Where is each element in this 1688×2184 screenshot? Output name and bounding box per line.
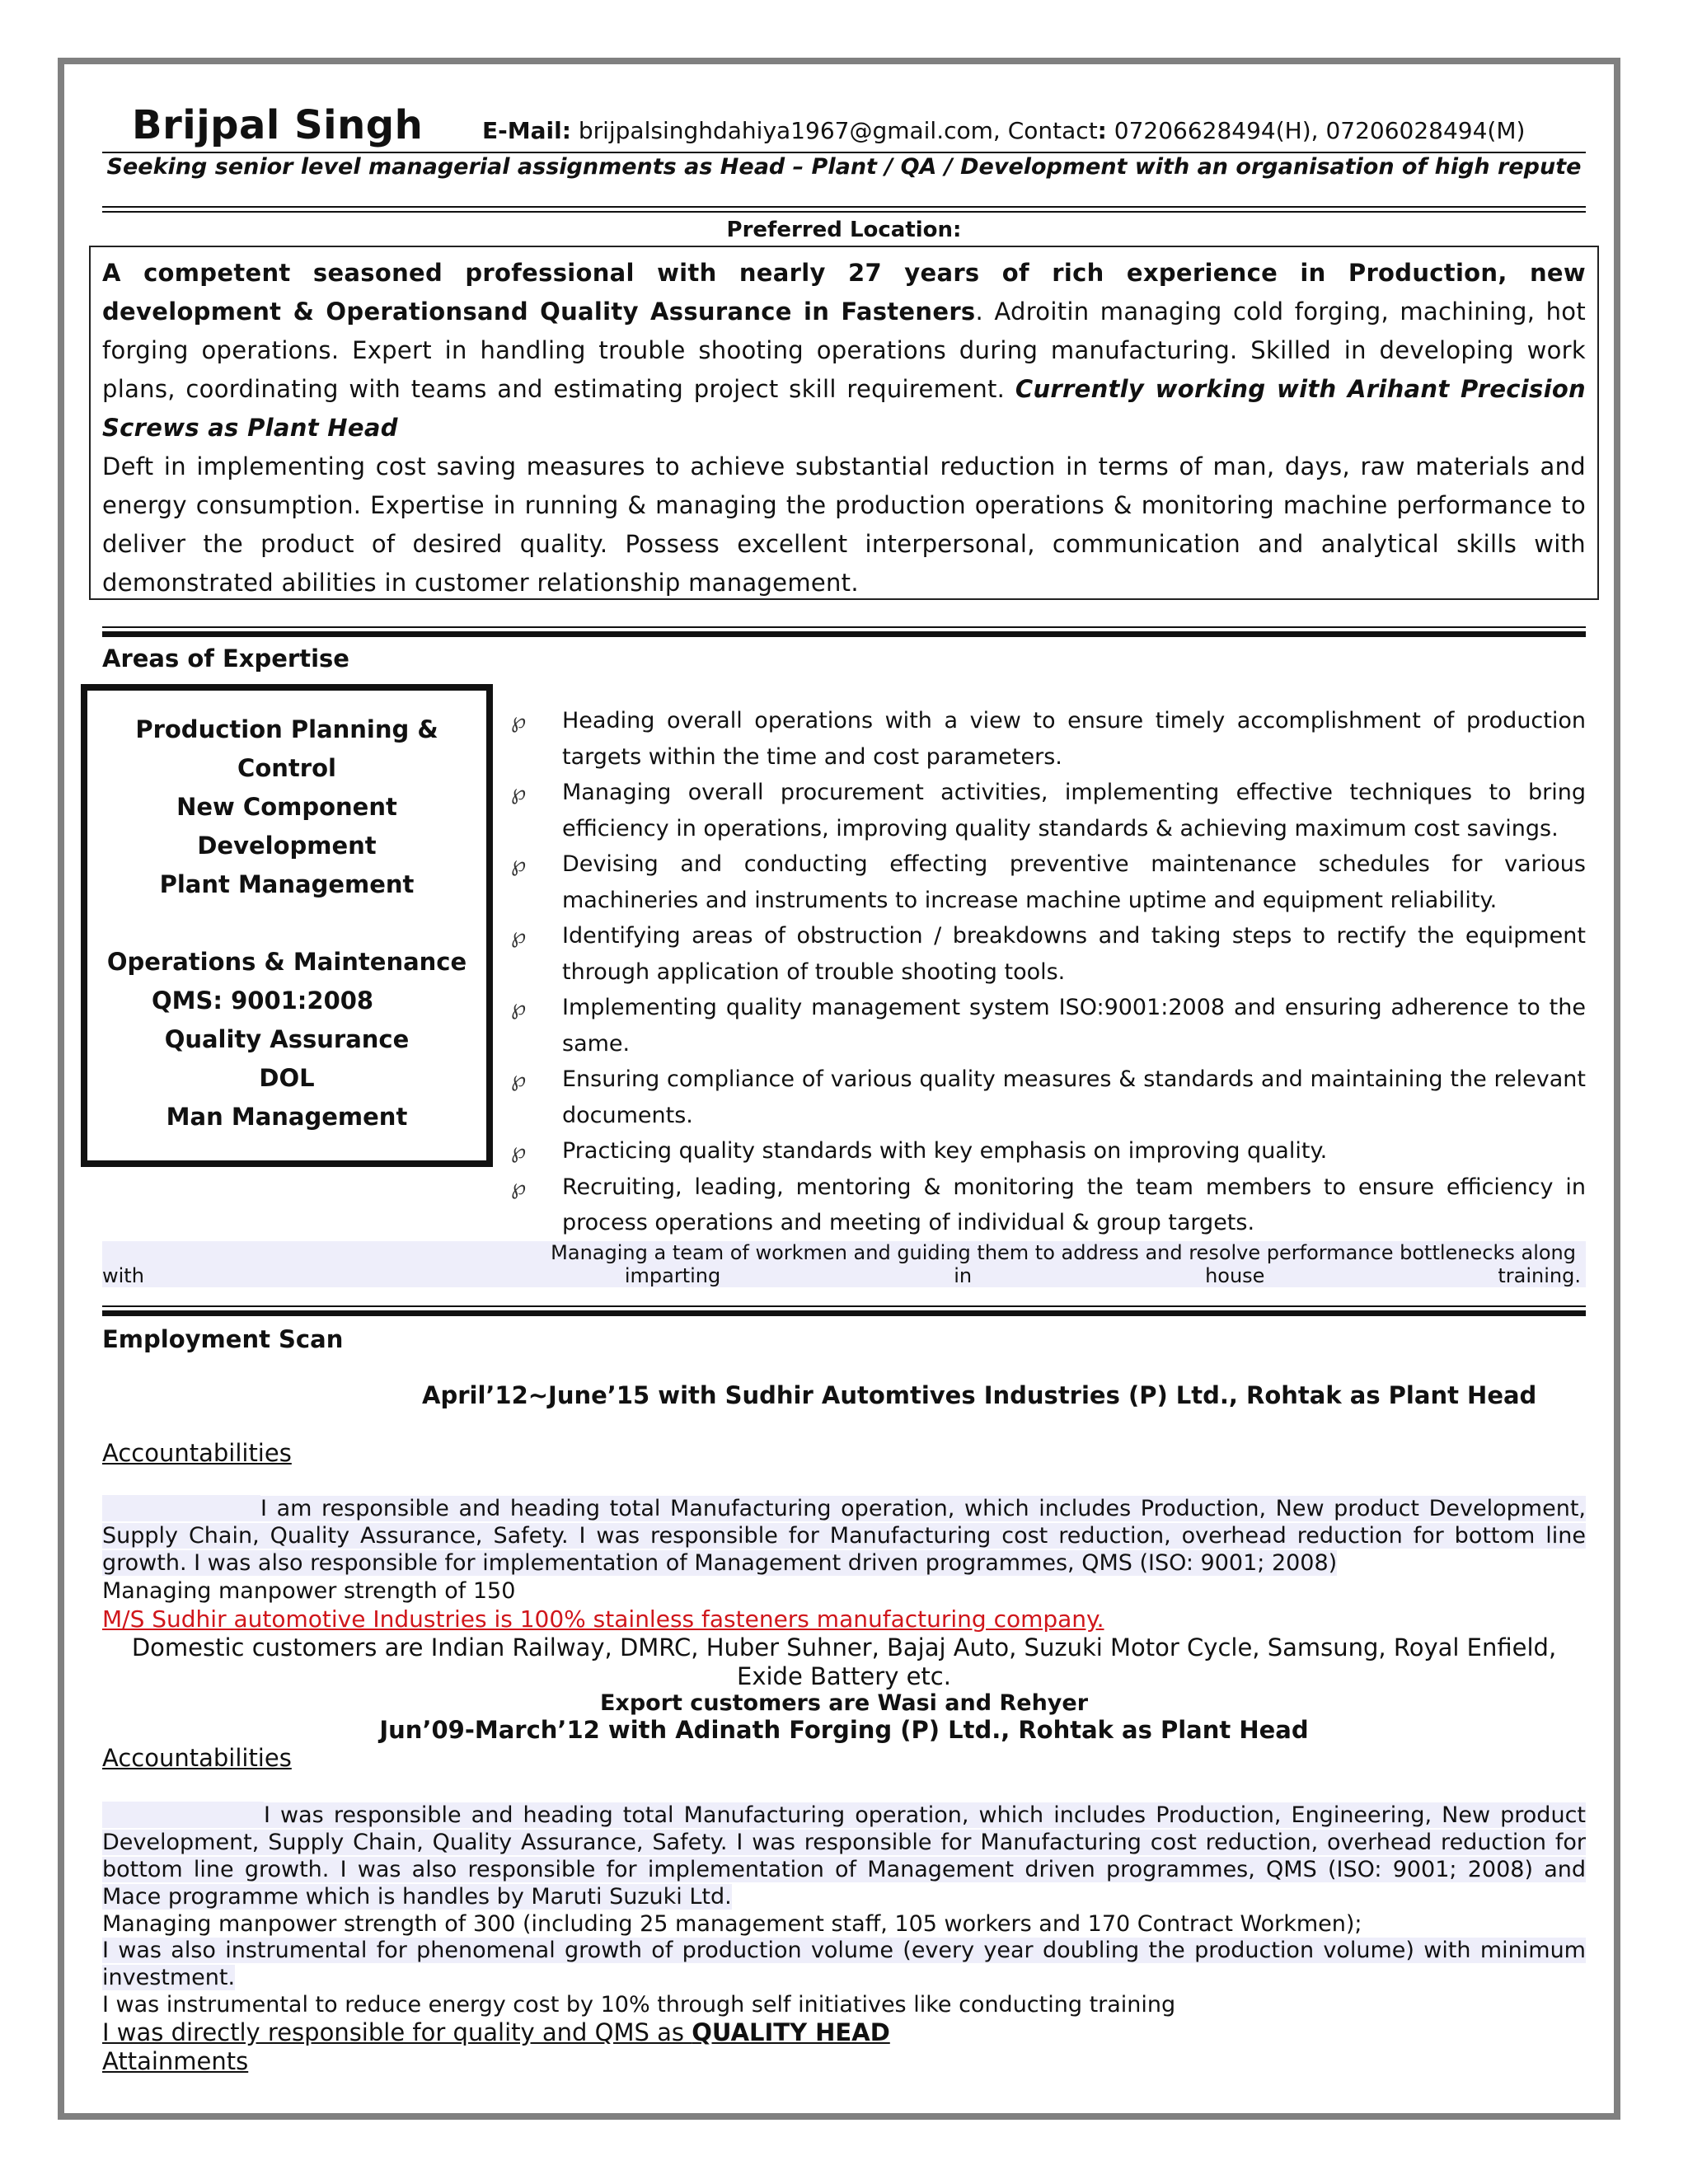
bullet-icon: ℘ [511, 709, 527, 733]
skill-item: Man Management [166, 1103, 408, 1131]
list-item: ℘ Heading overall operations with a view to ensure timely accomplishment of production targets within the time and cost parameters. [511, 703, 1586, 775]
summary-intro: A competent seasoned professional with nearly 27 years of rich experience in Production, new development & Operationsand Quality Assurance in Fasteners [102, 259, 1586, 326]
bullet-icon: ℘ [511, 924, 527, 949]
list-item: ℘ Managing overall procurement activities, implementing effective techniques to bring efficiency in operations, improving quality standards & achieving maximum cost savings. [511, 775, 1586, 846]
current-role: Currently working with Arihant Precision Screws as Plant Head [102, 375, 1586, 442]
profile-summary: A competent seasoned professional with nearly 27 years of rich experience in Production, new development & Operationsand Quality Assurance in Fasteners. Adroitin managing cold forging, machining, hot forging operations. Expert in handling trouble shooting operations during manufacturing. Skilled in developing work plans, coordinating with teams and estimating project skill requirement. Currently working with Arihant Precision Screws as Plant Head Deft in implementing cost saving measures to achieve substantial reduction in terms of man, days, raw materials and energy consumption. Expertise in running & managing the production operations & monitoring machine performance to deliver the product of desired quality. Possess excellent interpersonal, communication and analytical skills with demonstrated abilities in customer relationship management. [89, 246, 1599, 600]
skill-item: Operations & Maintenance [106, 948, 467, 976]
list-item: ℘ Practicing quality standards with key emphasis on improving quality. [511, 1133, 1586, 1169]
job-title: Jun’09-March’12 with Adinath Forging (P) Ltd., Rohtak as Plant Head [379, 1716, 1309, 1744]
list-item: ℘ Identifying areas of obstruction / breakdowns and taking steps to rectify the equipment through application of trouble shooting tools. [511, 918, 1586, 990]
skill-item: DOL [259, 1064, 315, 1092]
growth-line: I was also instrumental for phenomenal growth of production volume (every year doubling the production volume) with minimum investment. [102, 1938, 1586, 1990]
bullet-icon: ℘ [511, 1067, 527, 1092]
manpower-line: Managing manpower strength of 300 (including 25 management staff, 105 workers and 170 Contract Workmen); [102, 1911, 1362, 1937]
contact-line: E-Mail: brijpalsinghdahiya1967@gmail.com, Contact: 07206628494(H), 07206028494(M) [482, 117, 1526, 144]
skill-item: Production Planning & Control [135, 715, 438, 782]
divider [102, 1305, 1586, 1307]
export-customers: Export customers are Wasi and Rehyer [599, 1690, 1089, 1716]
career-objective: Seeking senior level managerial assignments as Head – Plant / QA / Development with an organisation of high repute [106, 154, 1582, 180]
candidate-name: Brijpal Singh [132, 102, 424, 148]
divider-thick [102, 1310, 1586, 1316]
company-note: M/S Sudhir automotive Industries is 100% stainless fasteners manufacturing company. [102, 1605, 1104, 1633]
summary-para2: Deft in implementing cost saving measures to achieve substantial reduction in terms of man, days, raw materials and energy consumption. Expertise in running & managing the production operations & monitoring machine performance to deliver the product of desired quality. Possess excellent interpersonal, communication and analytical skills with demonstrated abilities in customer relationship management. [102, 452, 1586, 597]
manpower-line: Managing manpower strength of 150 [102, 1578, 516, 1604]
skill-item: Plant Management [159, 870, 415, 898]
job-title: April’12~June’15 with Sudhir Automtives Industries (P) Ltd., Rohtak as Plant Head [422, 1381, 1537, 1409]
skill-item: QMS: 9001:2008 [152, 987, 374, 1015]
energy-line: I was instrumental to reduce energy cost by 10% through self initiatives like conducting training [102, 1992, 1176, 2018]
attainments-label: Attainments [102, 2047, 249, 2075]
skill-item: New Component Development [176, 793, 397, 860]
expertise-heading: Areas of Expertise [102, 644, 349, 673]
managing-team-line-2: with imparting in house training. [102, 1264, 1581, 1287]
email-label: E-Mail: [482, 117, 571, 144]
accountabilities-label: Accountabilities [102, 1744, 292, 1772]
skills-box [81, 684, 493, 1167]
divider [102, 626, 1586, 628]
divider-thick [102, 631, 1586, 637]
managing-team-line: Managing a team of workmen and guiding them to address and resolve performance bottlenecks along [551, 1241, 1576, 1264]
list-item: ℘ Ensuring compliance of various quality measures & standards and maintaining the relevant documents. [511, 1062, 1586, 1133]
bullet-icon: ℘ [511, 1174, 527, 1200]
employment-heading: Employment Scan [102, 1325, 344, 1353]
job-description: I was responsible and heading total Manufacturing operation, which includes Production, Engineering, New product Development, Supply Chain, Quality Assurance, Safety. I was responsible for Manufacturing cost reduction, overhead reduction for bottom line growth. I was also responsible for implementation of Management driven programmes, QMS (ISO: 9001; 2008) and Mace programme which is handles by Maruti Suzuki Ltd. [102, 1802, 1586, 1910]
bullet-icon: ℘ [511, 852, 527, 877]
bullet-icon: ℘ [511, 1139, 527, 1164]
contact-label: Contact [1007, 117, 1098, 144]
header-divider [102, 152, 1586, 153]
accountabilities-label: Accountabilities [102, 1439, 292, 1467]
bullet-icon: ℘ [511, 996, 527, 1020]
domestic-customers: Domestic customers are Indian Railway, DMRC, Huber Suhner, Bajaj Auto, Suzuki Motor Cycle, Samsung, Royal Enfield, Exide Battery etc. [131, 1633, 1557, 1690]
job-description: I am responsible and heading total Manufacturing operation, which includes Production, New product Development, Supply Chain, Quality Assurance, Safety. I was responsible for Manufacturing cost reduction, overhead reduction for bottom line growth. I was also responsible for implementation of Management driven programmes, QMS (ISO: 9001; 2008) [102, 1496, 1586, 1576]
skill-item: Quality Assurance [164, 1025, 410, 1053]
responsibility-list [511, 703, 1586, 1241]
divider [102, 211, 1586, 213]
phone-numbers: 07206628494(H), 07206028494(M) [1114, 117, 1526, 144]
list-item: ℘ Devising and conducting effecting preventive maintenance schedules for various machineries and instruments to increase machine uptime and equipment reliability. [511, 846, 1586, 918]
divider [102, 206, 1586, 208]
list-item: ℘ Recruiting, leading, mentoring & monitoring the team members to ensure efficiency in process operations and meeting of individual & group targets. [511, 1169, 1586, 1241]
preferred-location: Preferred Location: [726, 218, 962, 242]
bullet-icon: ℘ [511, 780, 527, 805]
email-address: brijpalsinghdahiya1967@gmail.com [578, 117, 993, 144]
list-item: ℘ Implementing quality management system ISO:9001:2008 and ensuring adherence to the same. [511, 990, 1586, 1062]
quality-head-line: I was directly responsible for quality and QMS as QUALITY HEAD [102, 2018, 890, 2046]
